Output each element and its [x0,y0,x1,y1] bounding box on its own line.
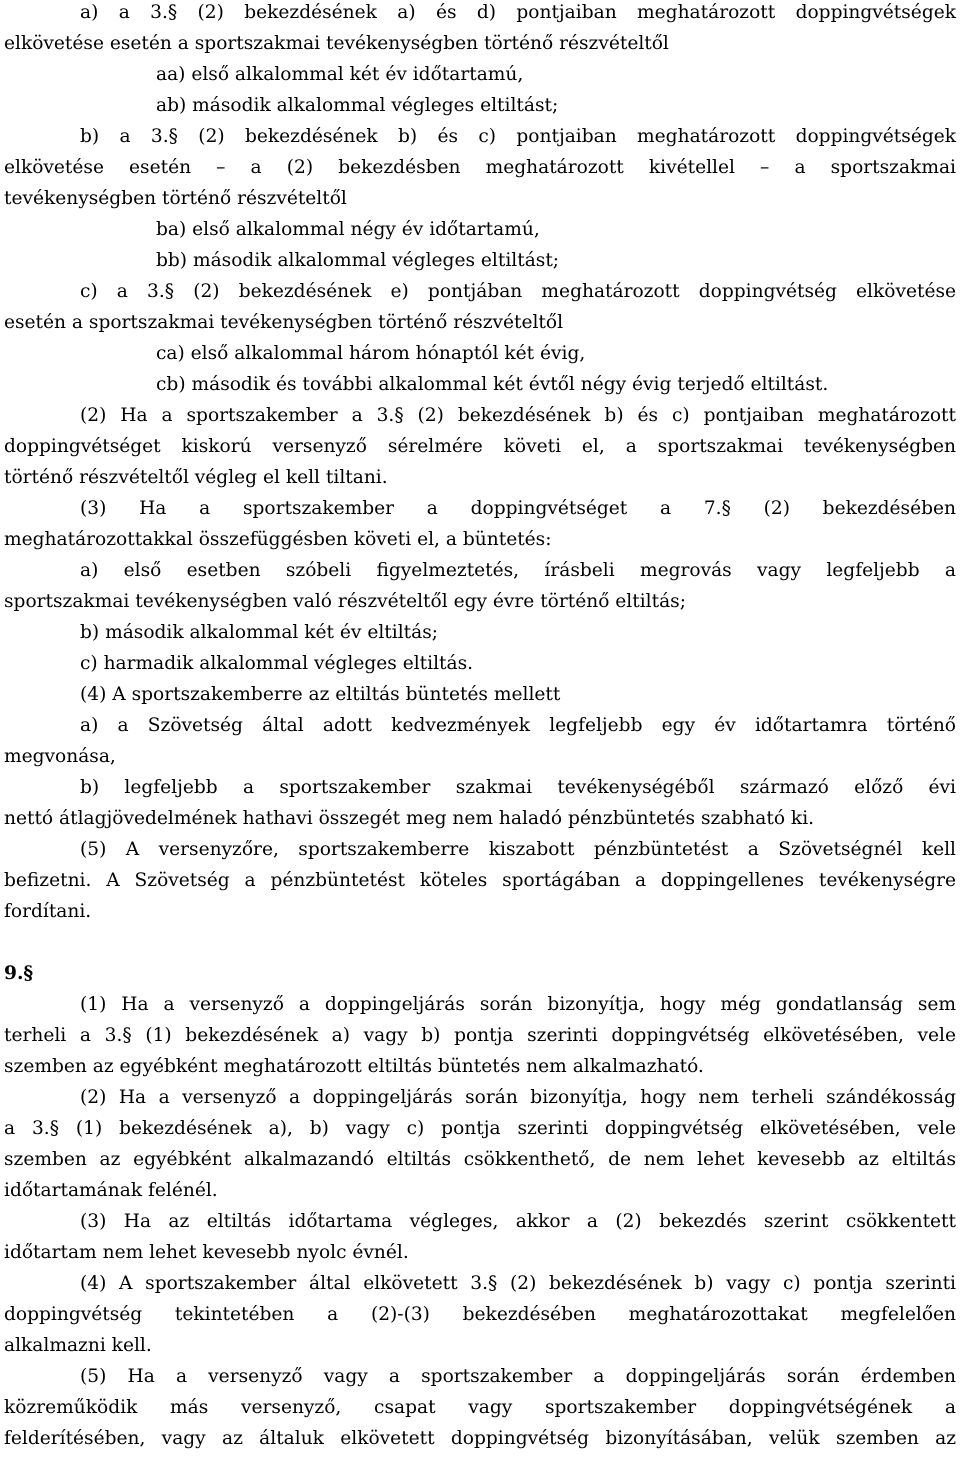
text-line: c) harmadik alkalommal végleges eltiltás. [80,653,474,674]
text-line: befizetni. A Szövetség a pénzbüntetést köteles sportágában a doppingellenes tevékenységre [4,870,956,891]
text-line: elkövetése esetén a sportszakmai tevékenységben történő részvételtől [4,33,669,54]
text-line: (2) Ha a versenyző a doppingeljárás során bizonyítja, hogy nem terheli szándékosság [80,1087,956,1108]
text-line: aa) első alkalommal két év időtartamú, [156,64,524,85]
text-line: (3) Ha a sportszakember a doppingvétséget a 7.§ (2) bekezdésében [80,498,956,519]
text-line: felderítésében, vagy az általuk elkövetett doppingvétség bizonyításában, velük szemben az [4,1428,956,1449]
text-line: (1) Ha a versenyző a doppingeljárás során bizonyítja, hogy még gondatlanság sem [80,994,956,1015]
text-line: doppingvétség tekintetében a (2)-(3) bekezdésében meghatározottakat megfelelően [4,1304,956,1325]
text-line: a) a 3.§ (2) bekezdésének a) és d) pontjaiban meghatározott doppingvétségek [80,2,956,23]
text-line: (4) A sportszakemberre az eltiltás büntetés mellett [80,684,561,705]
text-line: (2) Ha a sportszakember a 3.§ (2) bekezdésének b) és c) pontjaiban meghatározott [80,405,956,426]
text-line: b) második alkalommal két év eltiltás; [80,622,439,643]
text-line: (4) A sportszakember által elkövetett 3.§ (2) bekezdésének b) vagy c) pontja szerinti [80,1273,956,1294]
text-line: elkövetése esetén – a (2) bekezdésben meghatározott kivétellel – a sportszakmai [4,157,956,178]
text-line: c) a 3.§ (2) bekezdésének e) pontjában meghatározott doppingvétség elkövetése [80,281,956,302]
text-line: szemben az egyébként alkalmazandó eltiltás csökkenthető, de nem lehet kevesebb az eltiltás [4,1149,956,1170]
text-line: sportszakmai tevékenységben való részvételtől egy évre történő eltiltás; [4,591,686,612]
text-line: a) első esetben szóbeli figyelmeztetés, írásbeli megrovás vagy legfeljebb a [80,560,956,581]
text-line: ab) második alkalommal végleges eltiltást; [156,95,559,116]
text-line: megvonása, [4,746,116,767]
section-heading: 9.§ [4,963,34,984]
text-line: ba) első alkalommal négy év időtartamú, [156,219,540,240]
text-line: tevékenységben történő részvételtől [4,188,347,209]
text-line: b) legfeljebb a sportszakember szakmai tevékenységéből származó előző évi [80,777,956,798]
text-line: esetén a sportszakmai tevékenységben történő részvételtől [4,312,564,333]
text-line: b) a 3.§ (2) bekezdésének b) és c) pontjaiban meghatározott doppingvétségek [80,126,956,147]
text-line: bb) második alkalommal végleges eltiltást; [156,250,560,271]
text-line: cb) második és további alkalommal két évtől négy évig terjedő eltiltást. [156,374,829,395]
text-line: alkalmazni kell. [4,1335,152,1356]
text-line: (5) A versenyzőre, sportszakemberre kiszabott pénzbüntetést a Szövetségnél kell [80,839,956,860]
text-line: szemben az egyébként meghatározott eltiltás büntetés nem alkalmazható. [4,1056,704,1077]
text-line: meghatározottakkal összefüggésben követi el, a büntetés: [4,529,552,550]
text-line: fordítani. [4,901,92,922]
text-line: időtartam nem lehet kevesebb nyolc évnél. [4,1242,409,1263]
text-line: doppingvétséget kiskorú versenyző sérelmére követi el, a sportszakmai tevékenységben [4,436,956,457]
text-line: terheli a 3.§ (1) bekezdésének a) vagy b) pontja szerinti doppingvétség elkövetésében, vele [4,1025,956,1046]
text-line: nettó átlagjövedelmének hathavi összegét meg nem haladó pénzbüntetés szabható ki. [4,808,815,829]
text-line: ca) első alkalommal három hónaptól két évig, [156,343,586,364]
text-line: a 3.§ (1) bekezdésének a), b) vagy c) pontja szerinti doppingvétség elkövetésében, vele [4,1118,956,1139]
text-line: közreműködik más versenyző, csapat vagy sportszakember doppingvétségének a [4,1397,956,1418]
text-line: (5) Ha a versenyző vagy a sportszakember a doppingeljárás során érdemben [80,1366,956,1387]
text-line: időtartamának felénél. [4,1180,218,1201]
text-line: a) a Szövetség által adott kedvezmények legfeljebb egy év időtartamra történő [80,715,956,736]
text-line: történő részvételtől végleg el kell tiltani. [4,467,388,488]
text-line: (3) Ha az eltiltás időtartama végleges, akkor a (2) bekezdés szerint csökkentett [80,1211,956,1232]
